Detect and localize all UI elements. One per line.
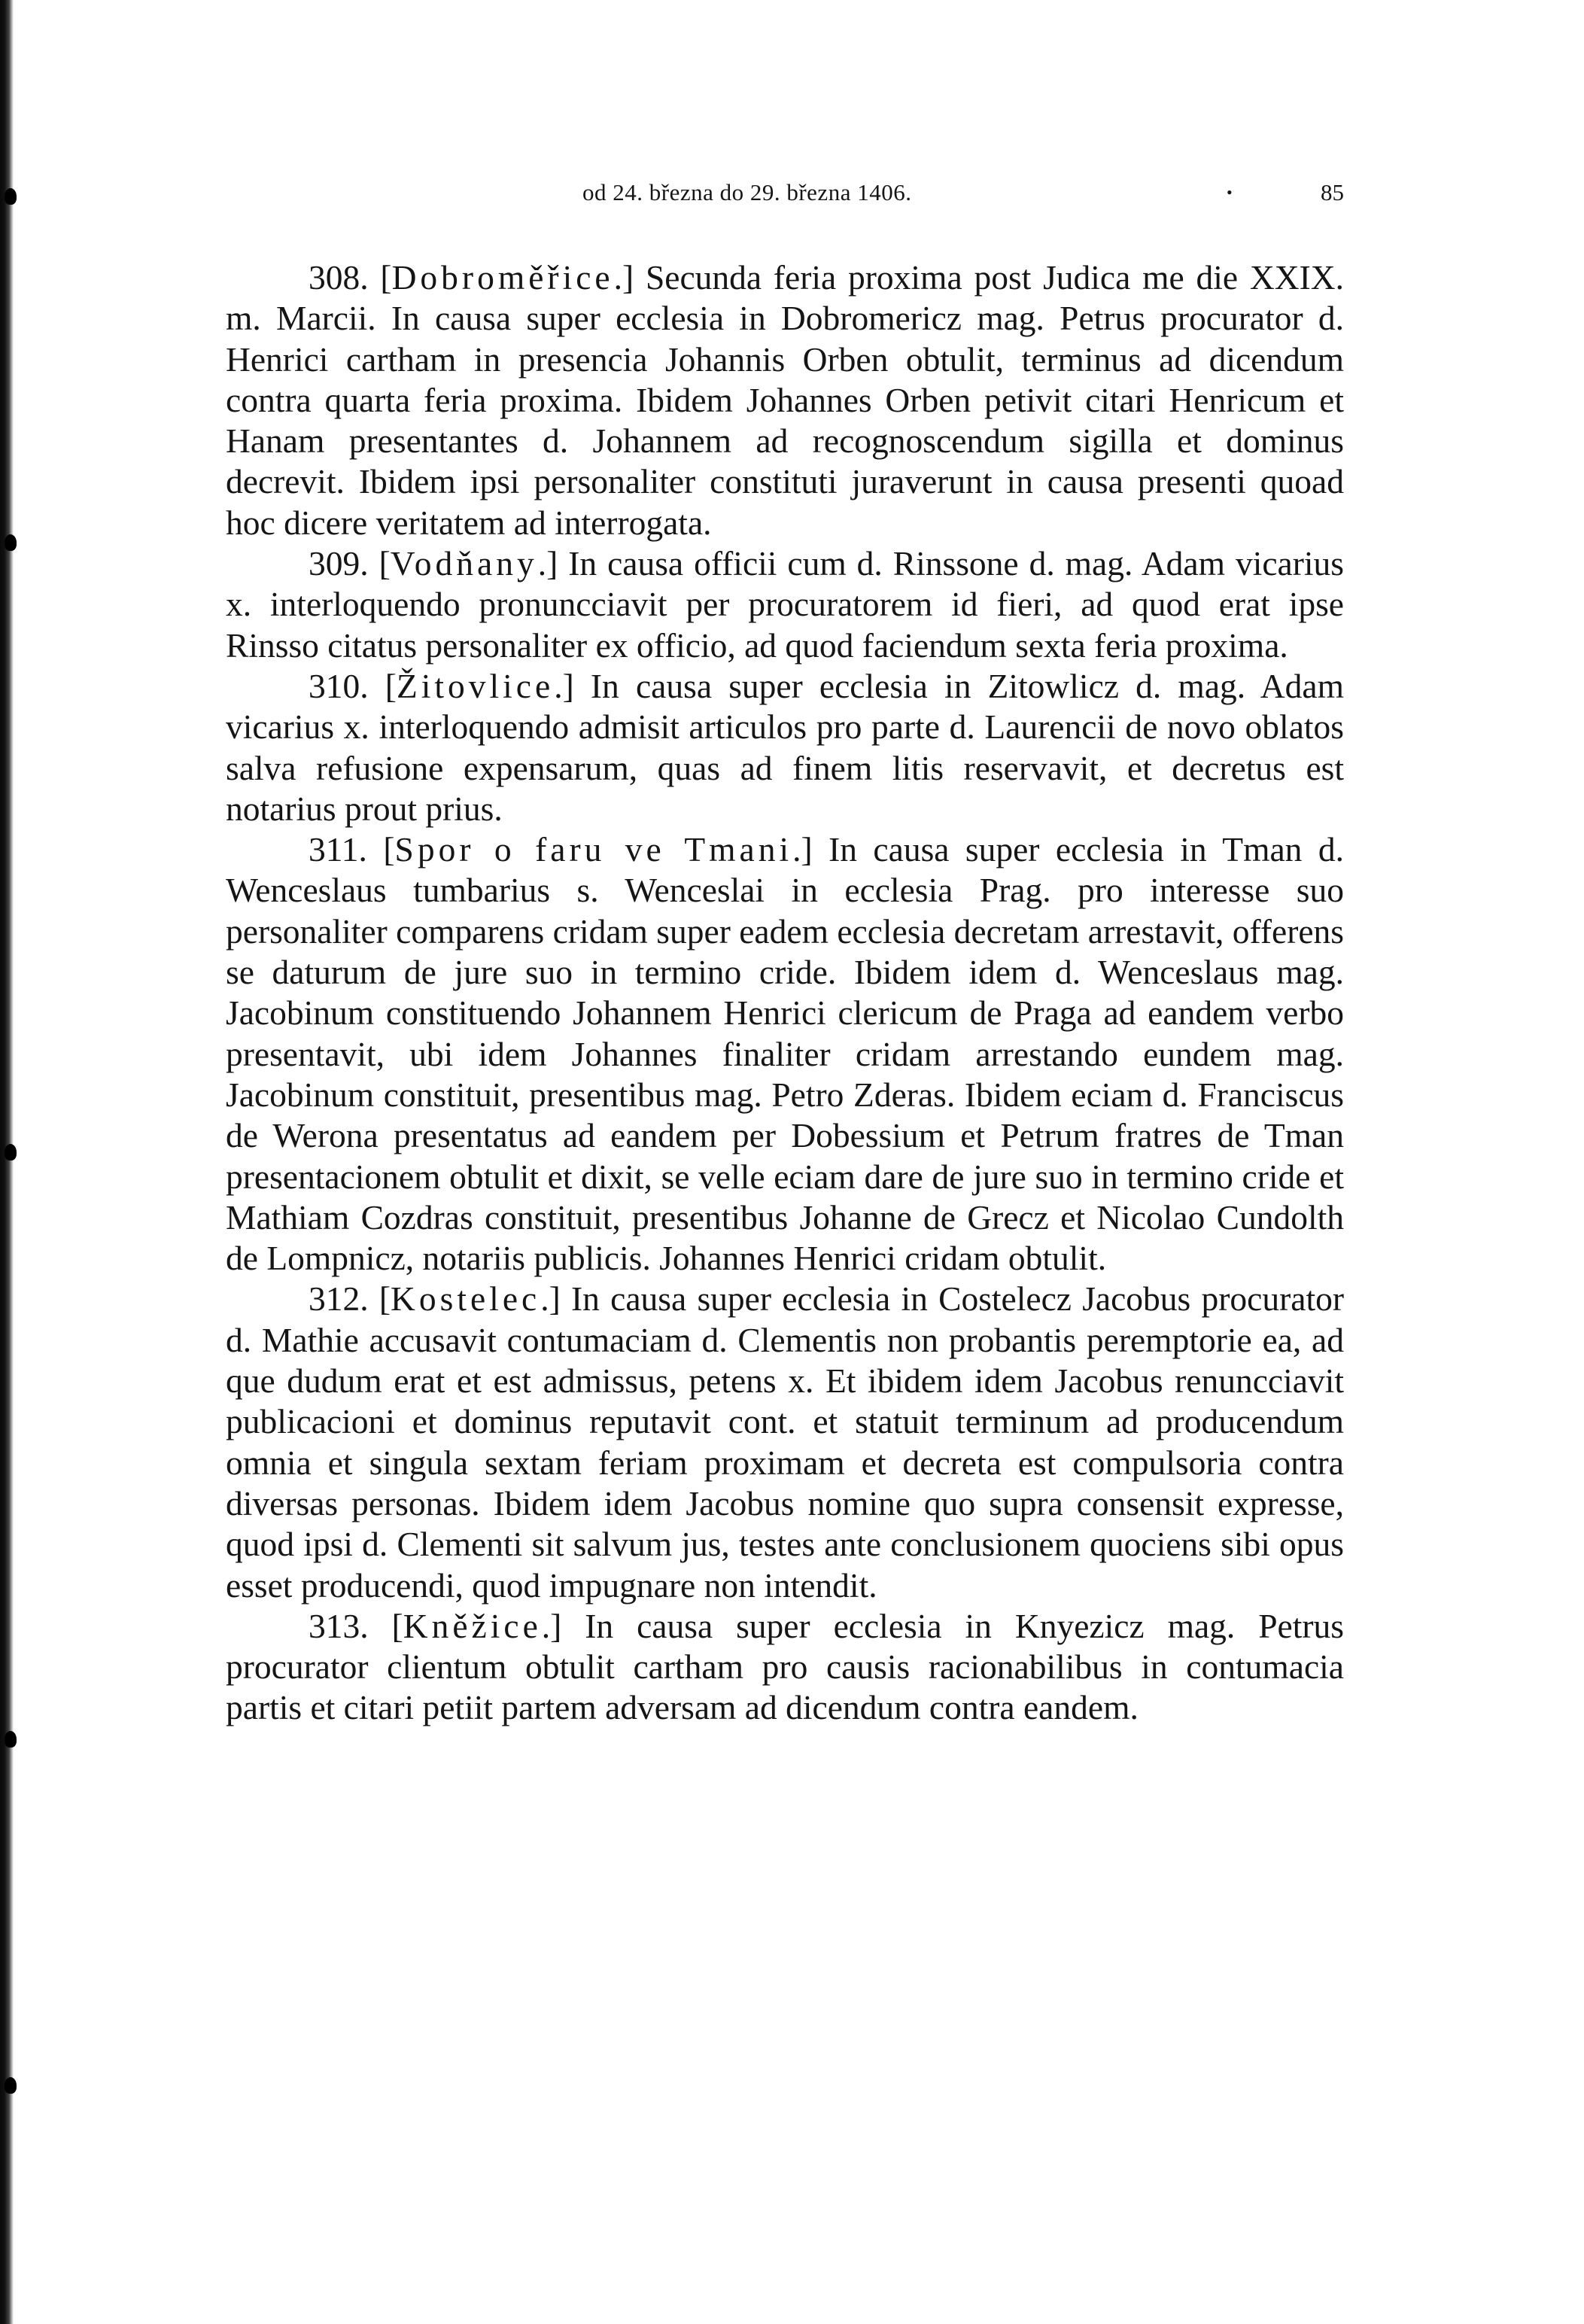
binding-mark [5,1144,17,1160]
entry-311: 311. [Spor o faru ve Tmani.] In causa super ecclesia in Tman d. Wenceslaus tumbarius s. Wenceslai in ecclesia Prag. pro interesse suo personaliter comparens cridam super eadem ecclesia decretam arrestavit, offerens se daturum de jure suo in termino cride. Ibidem idem d. Wenceslaus mag. Jacobinum constituendo Johannem Henrici clericum de Praga ad eandem verbo presentavit, ubi idem Johannes finaliter cridam arrestando eundem mag. Jacobinum constituit, presentibus mag. Petro Zderas. Ibidem eciam d. Franciscus de Werona presentatus ad eandem per Dobessium et Petrum fratres de Tman presentacionem obtulit et dixit, se velle eciam dare de jure suo in termino cride et Mathiam Cozdras constituit, presentibus Johanne de Grecz et Nicolao Cundolth de Lompnicz, notariis publicis. Johannes Henrici cridam obtulit. [226,830,1345,1278]
page-header [226,178,1344,208]
header-dot: • [1227,183,1233,202]
entry-number: 313. [309,1606,369,1645]
entry-text: Secunda feria proxima post Judica me die XXIX. m. Marcii. In causa super ecclesia in Dobromericz mag. Petrus procurator d. Henrici cartham in presencia Johannis Orben obtulit, terminus ad dicendum contra quarta feria proxima. Ibidem Johannes Orben petivit citari Henricum et Hanam presentantes d. Johannem ad recognoscendum sigilla et dominus decrevit. Ibidem ipsi personaliter constituti juraverunt in causa presenti quoad hoc dicere veritatem ad interrogata. [226,258,1344,542]
entry-text: In causa officii cum d. Rinssone d. mag. Adam vicarius x. interloquendo pronuncciavit per procuratorem id fieri, ad quod erat ipse Rinsso citatus personaliter ex officio, ad quod faciendum sexta feria proxima. [226,544,1345,665]
entry-place: Žitovlice [396,666,555,705]
entry-number: 311. [309,830,367,869]
entry-312: 312. [Kostelec.] In causa super ecclesia in Costelecz Jacobus procurator d. Mathie accusavit contumaciam d. Clementis non probantis peremptorie ea, ad que dudum erat et est admissus, petens x. Et ibidem idem Jacobus renuncciavit publicacioni et dominus reputavit cont. et statuit terminum ad producendum omnia et singula sextam feriam proximam et decreta est compulsoria contra diversas personas. Ibidem idem Jacobus nomine quo supra consensit expresse, quod ipsi d. Clementi sit salvum jus, testes ante conclusionem quociens sibi opus esset producendi, quod impugnare non intendit. [226,1279,1345,1605]
running-title: od 24. března do 29. března 1406. [582,179,912,205]
entry-308: 308. [Dobroměřice.] Secunda feria proxima post Judica me die XXIX. m. Marcii. In causa super ecclesia in Dobromericz mag. Petrus procurator d. Henrici cartham in presencia Johannis Orben obtulit, terminus ad dicendum contra quarta feria proxima. Ibidem Johannes Orben petivit citari Henricum et Hanam presentantes d. Johannem ad recognoscendum sigilla et dominus decrevit. Ibidem ipsi personaliter constituti juraverunt in causa presenti quoad hoc dicere veritatem ad interrogata. [226,258,1344,542]
entry-place: Kněžice [403,1606,542,1645]
entry-text: In causa super ecclesia in Knyezicz mag. Petrus procurator clientum obtulit cartham pro causis racionabilibus in contumacia partis et citari petiit partem adversam ad dicendum contra eandem. [226,1606,1344,1727]
binding-mark [5,1731,17,1748]
binding-mark [5,2077,17,2094]
entry-place: Vodňany [390,544,538,583]
entry-313: 313. [Kněžice.] In causa super ecclesia in Knyezicz mag. Petrus procurator clientum obtulit cartham pro causis racionabilibus in contumacia partis et citari petiit partem adversam ad dicendum contra eandem. [226,1606,1344,1727]
document-body [226,257,1344,1729]
entry-text: In causa super ecclesia in Tman d. Wenceslaus tumbarius s. Wenceslai in ecclesia Prag. pro interesse suo personaliter comparens cridam super eadem ecclesia decretam arrestavit, offerens se daturum de jure suo in termino cride. Ibidem idem d. Wenceslaus mag. Jacobinum constituendo Johannem Henrici clericum de Praga ad eandem verbo presentavit, ubi idem Johannes finaliter cridam arrestando eundem mag. Jacobinum constituit, presentibus mag. Petro Zderas. Ibidem eciam d. Franciscus de Werona presentatus ad eandem per Dobessium et Petrum fratres de Tman presentacionem obtulit et dixit, se velle eciam dare de jure suo in termino cride et Mathiam Cozdras constituit, presentibus Johanne de Grecz et Nicolao Cundolth de Lompnicz, notariis publicis. Johannes Henrici cridam obtulit. [226,830,1345,1278]
binding-mark [5,188,17,205]
entry-309: 309. [Vodňany.] In causa officii cum d. Rinssone d. mag. Adam vicarius x. interloquendo pronuncciavit per procuratorem id fieri, ad quod erat ipse Rinsso citatus personaliter ex officio, ad quod faciendum sexta feria proxima. [226,544,1345,665]
entry-place: Kostelec [391,1279,541,1319]
entry-number: 309. [309,544,369,583]
entry-place: Spor o faru ve Tmani [394,830,793,869]
entry-number: 308. [309,258,369,297]
book-binding-edge [0,0,14,2324]
binding-mark [5,534,17,551]
page-number: 85 [1321,179,1344,205]
entry-310: 310. [Žitovlice.] In causa super ecclesia in Zitowlicz d. mag. Adam vicarius x. interloquendo admisit articulos pro parte d. Laurencii de novo oblatos salva refusione expensarum, quas ad finem litis reservavit, et decretus est notarius prout prius. [226,666,1345,828]
entry-number: 312. [309,1279,369,1319]
entry-text: In causa super ecclesia in Costelecz Jacobus procurator d. Mathie accusavit contumaciam d. Clementis non probantis peremptorie ea, ad que dudum erat et est admissus, petens x. Et ibidem idem Jacobus renuncciavit publicacioni et dominus reputavit cont. et statuit terminum ad producendum omnia et singula sextam feriam proximam et decreta est compulsoria contra diversas personas. Ibidem idem Jacobus nomine quo supra consensit expresse, quod ipsi d. Clementi sit salvum jus, testes ante conclusionem quociens sibi opus esset producendi, quod impugnare non intendit. [226,1279,1345,1605]
entry-place: Dobroměřice [391,258,614,297]
entry-number: 310. [309,666,369,705]
entry-text: In causa super ecclesia in Zitowlicz d. mag. Adam vicarius x. interloquendo admisit articulos pro parte d. Laurencii de novo oblatos salva refusione expensarum, quas ad finem litis reservavit, et decretus est notarius prout prius. [226,666,1345,828]
